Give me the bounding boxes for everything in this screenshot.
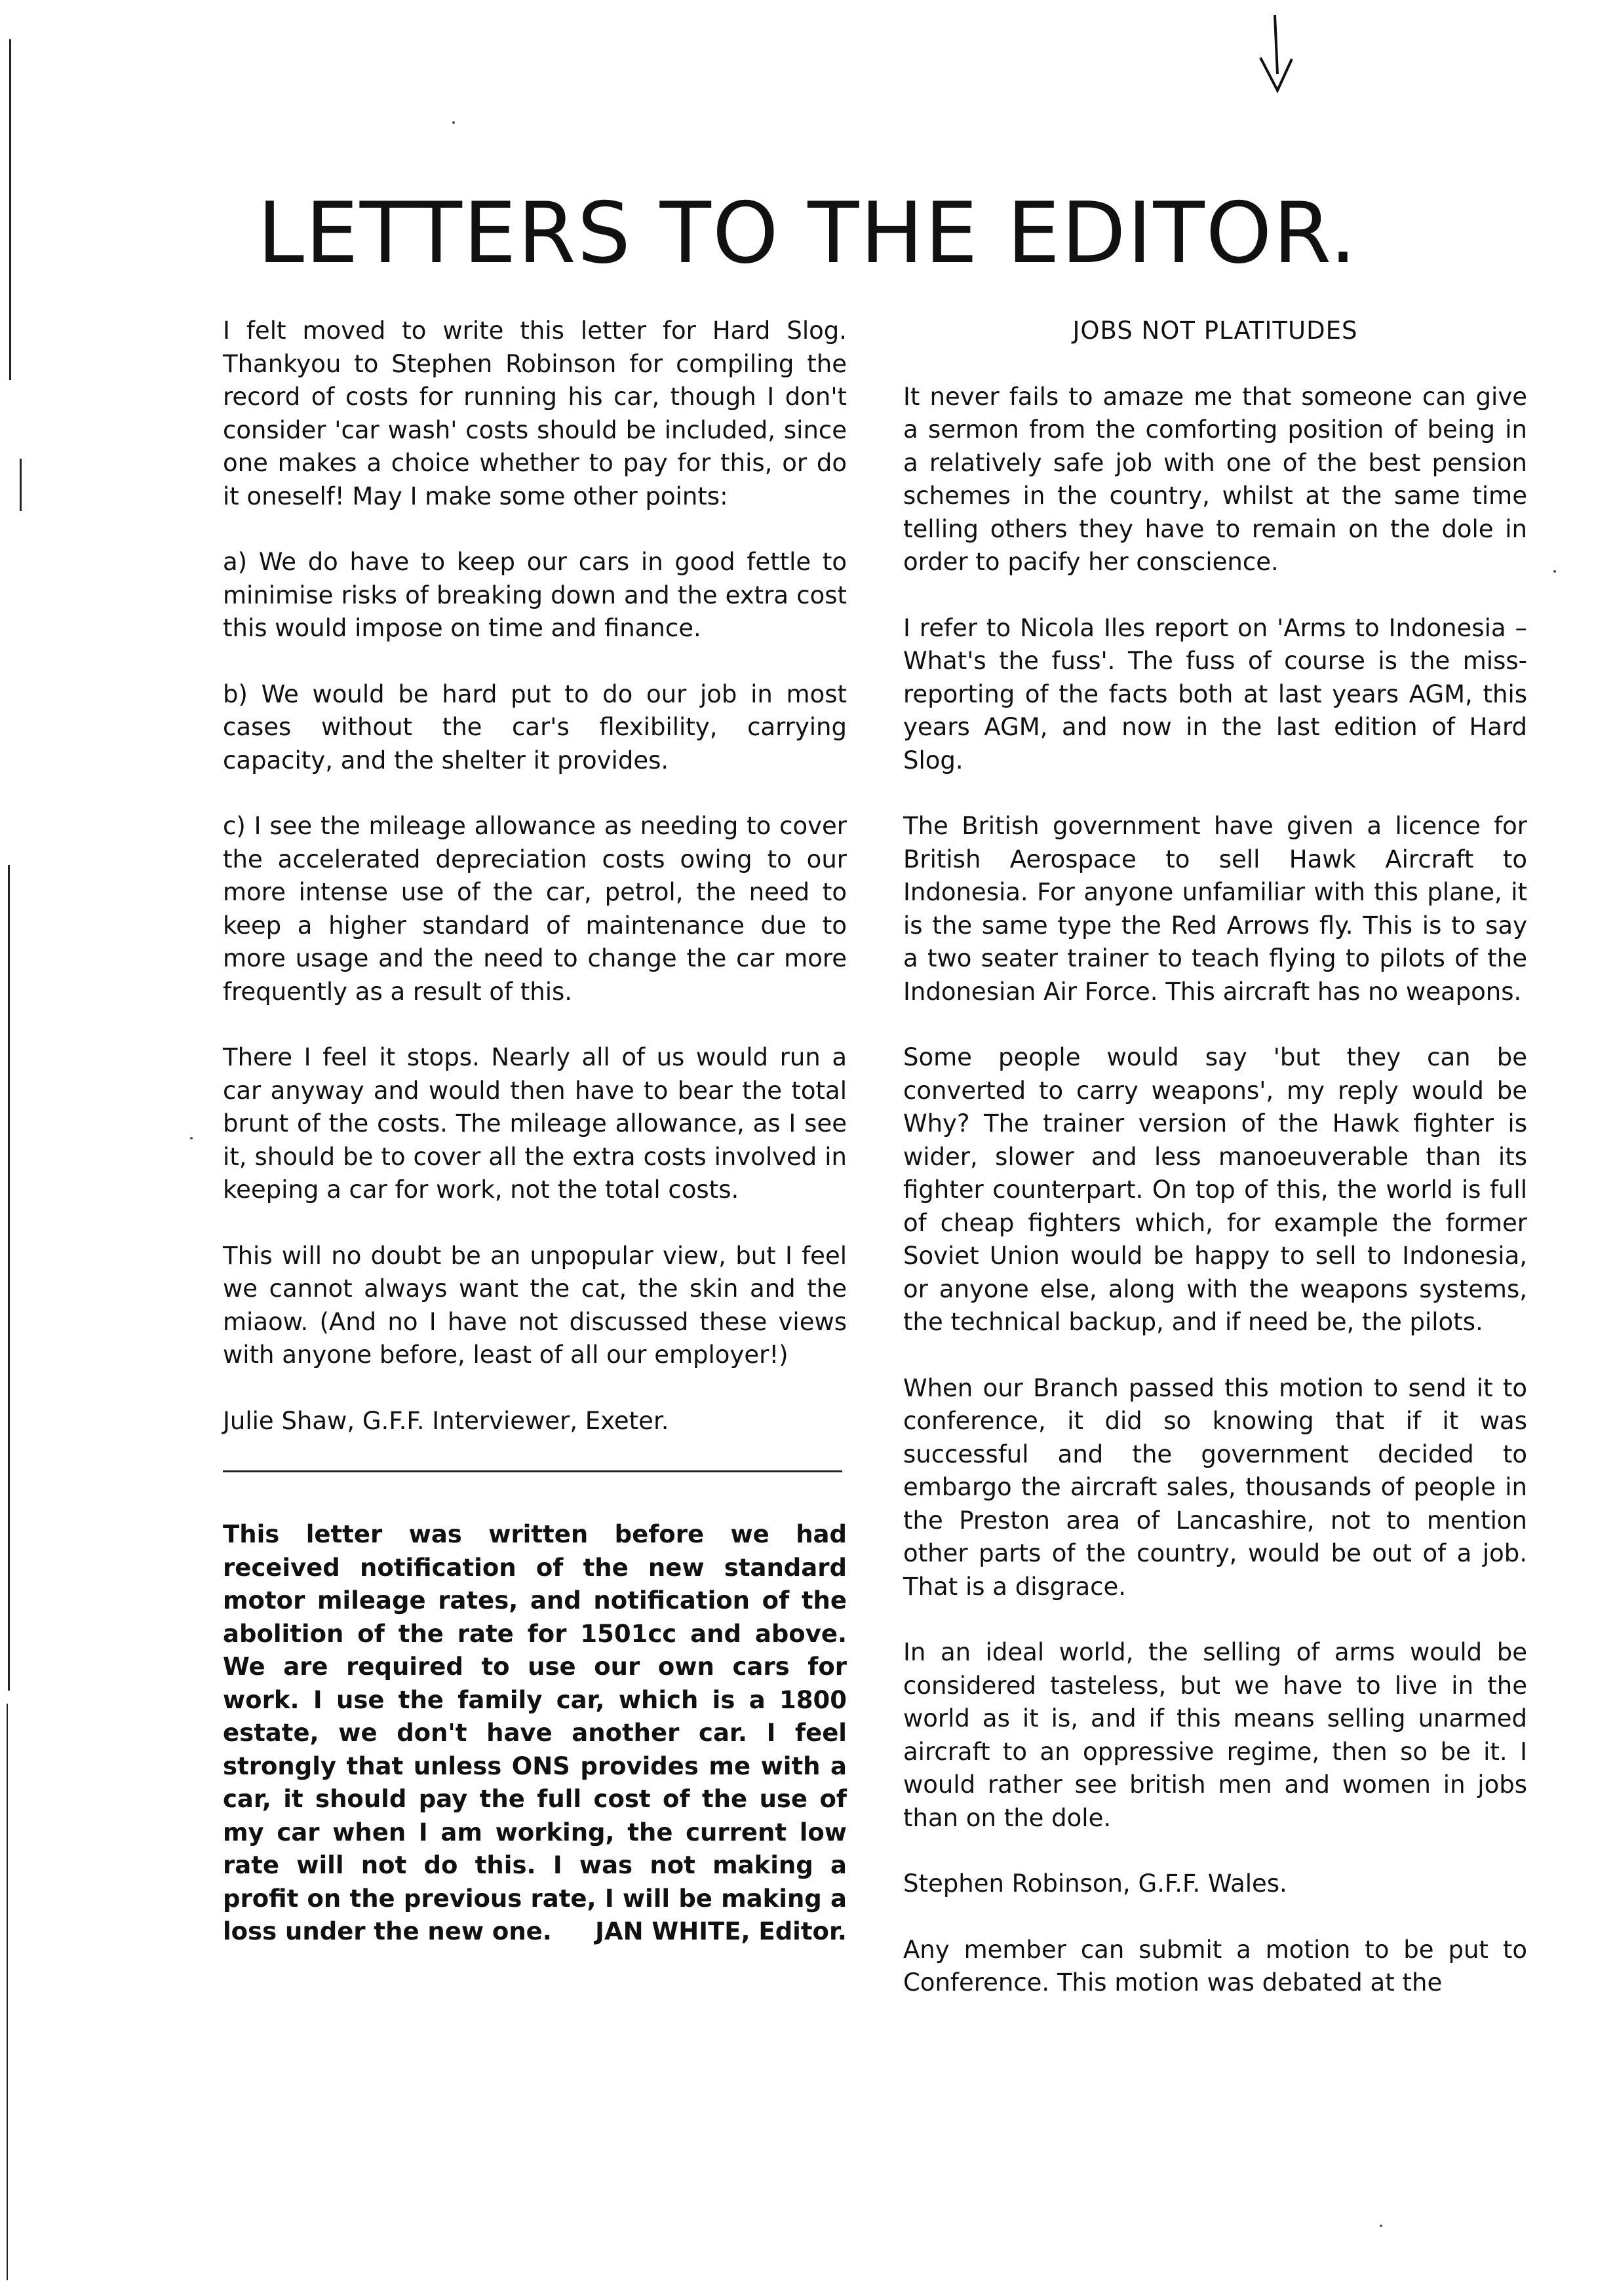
letter-paragraph: There I feel it stops. Nearly all of us would run a car anyway and would then have to bear the total brunt of the costs. The mileage allowance, as I see it, should be to cover all the extra costs involved in keeping a car for work, not the total costs. — [223, 1043, 847, 1204]
page-title: LETTERS TO THE EDITOR. — [257, 185, 1358, 282]
scan-speck — [190, 1137, 193, 1139]
right-column — [903, 315, 1527, 2033]
scan-edge-line — [20, 459, 22, 511]
letter-paragraph: I felt moved to write this letter for Hard Slog. Thankyou to Stephen Robinson for compiling the record of costs for running his car, though I don't consider 'car wash' costs should be included, since one makes a choice whether to pay for this, or do it oneself! May I make some other points: — [223, 316, 847, 510]
left-column — [223, 315, 847, 1981]
scan-speck — [452, 121, 455, 124]
letter-paragraph: I refer to Nicola Iles report on 'Arms to Indonesia – What's the fuss'. The fuss of course is the miss-reporting of the facts both at last years AGM, this years AGM, and now in the last edition of Hard Slog. — [903, 613, 1527, 775]
letter-paragraph: It never fails to amaze me that someone can give a sermon from the comforting position of being in a relatively safe job with one of the best pension schemes in the country, whilst at the same time telling others they have to remain on the dole in order to pacify her conscience. — [903, 382, 1527, 576]
letter-paragraph: Any member can submit a motion to be put to Conference. This motion was debated at the — [903, 1935, 1527, 1997]
letter-paragraph: In an ideal world, the selling of arms would be considered tasteless, but we have to live in the world as it is, and if this means selling unarmed aircraft to an oppressive regime, then so be it. I would rather see british men and women in jobs than on the dole. — [903, 1638, 1527, 1832]
editor-note — [223, 1518, 847, 1949]
letter-signature: Julie Shaw, G.F.F. Interviewer, Exeter. — [223, 1406, 669, 1435]
letter-paragraph: a) We do have to keep our cars in good fettle to minimise risks of breaking down and the extra cost this would impose on time and finance. — [223, 548, 847, 642]
editor-note-text: This letter was written before we had received notification of the new standard motor mileage rates, and notification of the abolition of the rate for 1501cc and above. We are required to use our own cars for work. I use the family car, which is a 1800 estate, we don't have another car. I feel strongly that unless ONS provides me with a car, it should pay the full cost of the use of my car when I am working, the current low rate will not do this. I was not making a profit on the previous rate, I will be making a loss under the new one. — [223, 1520, 847, 1945]
scan-speck — [1553, 570, 1556, 573]
letter-paragraph: b) We would be hard put to do our job in most cases without the car's flexibility, carrying capacity, and the shelter it provides. — [223, 679, 847, 775]
letter-heading: JOBS NOT PLATITUDES — [1072, 316, 1358, 345]
editor-signoff: JAN WHITE, Editor. — [595, 1917, 847, 1945]
letter-signature: Stephen Robinson, G.F.F. Wales. — [903, 1869, 1287, 1898]
letter-paragraph: c) I see the mileage allowance as needing to cover the accelerated depreciation costs owing to our more intense use of the car, petrol, the need to keep a higher standard of maintenance due to more usage and the need to change the car more frequently as a result of this. — [223, 812, 847, 1006]
scan-edge-line — [8, 865, 10, 1691]
letter-paragraph: When our Branch passed this motion to send it to conference, it did so knowing that if it was successful and the government decided to embargo the aircraft sales, thousands of people in the Preston area of Lancashire, not to mention other parts of the country, would be out of a job. That is a disgrace. — [903, 1373, 1527, 1601]
scan-edge-line — [7, 1704, 8, 2280]
letter-paragraph: The British government have given a licence for British Aerospace to sell Hawk Aircraft to Indonesia. For anyone unfamiliar with this plane, it is the same type the Red Arrows fly. This is to say a two seater trainer to teach flying to pilots of the Indonesian Air Force. This aircraft has no weapons. — [903, 812, 1527, 1006]
section-divider — [223, 1470, 842, 1472]
scan-speck — [1380, 2225, 1382, 2227]
letter-paragraph: Some people would say 'but they can be converted to carry weapons', my reply would be Why? The trainer version of the Hawk fighter is wider, slower and less manoeuverable than its fighter counterpart. On top of this, the world is full of cheap fighters which, for example the former Soviet Union would be happy to sell to Indonesia, or anyone else, along with the weapons systems, the technical backup, and if need be, the pilots. — [903, 1043, 1527, 1336]
letter-paragraph: This will no doubt be an unpopular view, but I feel we cannot always want the cat, the skin and the miaow. (And no I have not discussed these views with anyone before, least of all our employer!) — [223, 1241, 847, 1369]
handwritten-arrow-icon — [1249, 12, 1301, 97]
